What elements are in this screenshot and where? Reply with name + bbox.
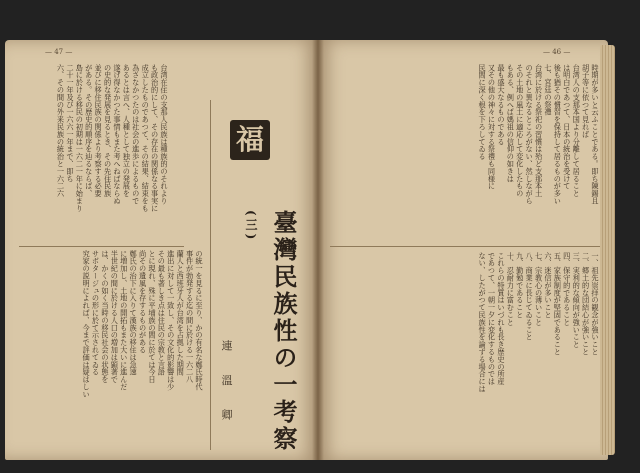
text-column-line: 遂げ得なかつた事情もまた考へねばならぬ — [112, 64, 122, 205]
text-column-line: 三、実利的な傾向が強いこと — [572, 252, 582, 349]
text-column-line: 鄭氏の治下に入りて漢族の移住は急速 — [129, 250, 139, 376]
text-column-line: 究家の説明によれば、今まで評価は疑はしい — [82, 250, 92, 398]
text-column-line: は、かくの如く当時の移民社会の状態を — [100, 250, 110, 384]
text-column-line: 八、商業に長じてゐること — [525, 252, 535, 341]
text-column-line: は明白であつて、日本の統治を受けて — [562, 64, 572, 190]
text-column-line: がある。その歴史的順序を辿るならば、 — [84, 64, 94, 198]
text-column-line: 六、迷信が多いこと — [543, 252, 553, 319]
divider — [19, 246, 184, 247]
right-text-upper — [330, 64, 600, 244]
text-column-line: であつて、一朝一夕に変化するものでは — [487, 252, 497, 386]
text-column-line: に増加し、土地の開拓もまた大いに進んだ — [119, 250, 129, 391]
text-column-line: 二十一年及び一六六一年まで、即ち — [65, 64, 75, 183]
text-column-line: 二、郷土的な団結心が強いこと — [581, 252, 591, 356]
text-column-line: の統一を見るに至り、かの有名な鄭氏時代 — [195, 250, 204, 391]
text-column-line: 並びに移住民族の関係より考察する必要 — [94, 64, 104, 198]
text-column-line: とに現れ、殊に平埔族の間に於ては今日 — [147, 250, 157, 384]
text-column-line: サボタージュの形に於て示されてゐる — [91, 250, 101, 376]
text-column-line: 島に於ける移民の初期は一六二一年に始まり — [75, 64, 85, 212]
text-column-line: 胡子等に依つて見れば — [581, 64, 591, 138]
text-column-line: 半世紀の間に於ける人口の増加は顕著で — [110, 250, 120, 384]
article-author: 連 溫 卿 — [220, 340, 233, 430]
divider — [330, 246, 600, 247]
text-column-line: 為さなかつたのは社会の進歩によるもので — [131, 64, 141, 205]
text-column-line: その最も著しき点は住民の宗教と言語 — [157, 250, 167, 376]
text-column-line: もある、例へば媽祖の信仰の如きは — [506, 64, 516, 183]
text-column-line: 六、その間の外来民族の統治と一六二六 — [56, 64, 66, 198]
text-column-line: 一、祖先崇拝の観念が強いこと — [591, 252, 600, 356]
text-column-line: 蘭人と西班牙人が台湾を占拠した期間 — [176, 250, 186, 376]
text-column-line: ない、したがつて民族性を論ずる場合には — [478, 252, 488, 393]
page-number: — 46 — — [543, 48, 571, 56]
article-title: 臺灣民族性の一考察(三) — [244, 210, 298, 453]
text-column-line: 十、忍耐力に富むこと — [506, 252, 516, 326]
title-logo-icon: 福 — [230, 120, 270, 160]
text-column-line: 民間に深く根を下ろしてゐる — [478, 64, 488, 161]
left-text-lower — [19, 250, 204, 450]
text-column-line: 七、宗教心の薄いこと — [534, 252, 544, 326]
text-column-line: その土地の風土に適応して変化したもの — [515, 64, 525, 198]
text-column-line: 尚その遺風を存するものがある — [138, 250, 148, 354]
text-column-line: のそれと異なるところがない、然しながら — [525, 64, 535, 205]
page-edges — [600, 45, 615, 455]
text-column-line: これらの特質はいづれも長き歴史の所産 — [496, 252, 506, 386]
text-column-line: 成立したものであつて、その結果、結束をも — [141, 64, 151, 212]
left-text-upper — [19, 64, 169, 244]
text-column-line: 最も盛大なるものである — [496, 64, 506, 146]
text-column-line: 後も猶その慣習を保持して居るものが多い — [553, 64, 563, 205]
text-column-line: 台湾在住の支那人民族は種族的のそれより — [160, 64, 169, 205]
right-page — [318, 40, 608, 460]
text-column-line: 九、勤勉であること — [515, 252, 525, 319]
left-page — [5, 40, 318, 460]
text-column-line: 七、宮廷の祭禮 — [543, 64, 553, 116]
book-gutter — [312, 40, 324, 460]
text-column-line: 五、家族制度が堅固であること — [553, 252, 563, 356]
text-column-line: あるとは言へ、人種として独立の発展を — [122, 64, 132, 198]
text-column-line: 時期が多いと云ふことである。即ち陳錫且 — [591, 64, 600, 205]
text-column-line: の史的な発展を見るとき、その先住民族 — [103, 64, 113, 198]
text-column-line: も政治的にして、その存在の関係なる事実に — [150, 64, 160, 212]
text-column-line: 事件が勃発する迄の間に於ける一六二八 — [185, 250, 195, 384]
text-column-line: 台湾に於ける祭祀の習慣は殆ど支那本土 — [534, 64, 544, 198]
column-divider — [210, 100, 211, 450]
right-text-lower — [330, 252, 600, 452]
text-column-line: 四、保守的であること — [562, 252, 572, 326]
text-column-line: 台湾人の支那本国より分離して居ること — [572, 64, 582, 198]
text-column-line: 又その他の神々に対する祭禮も同様に — [487, 64, 497, 190]
text-column-line: 進出に対して一致し、その文化的影響は少 — [166, 250, 176, 391]
page-number: — 47 — — [45, 48, 73, 56]
